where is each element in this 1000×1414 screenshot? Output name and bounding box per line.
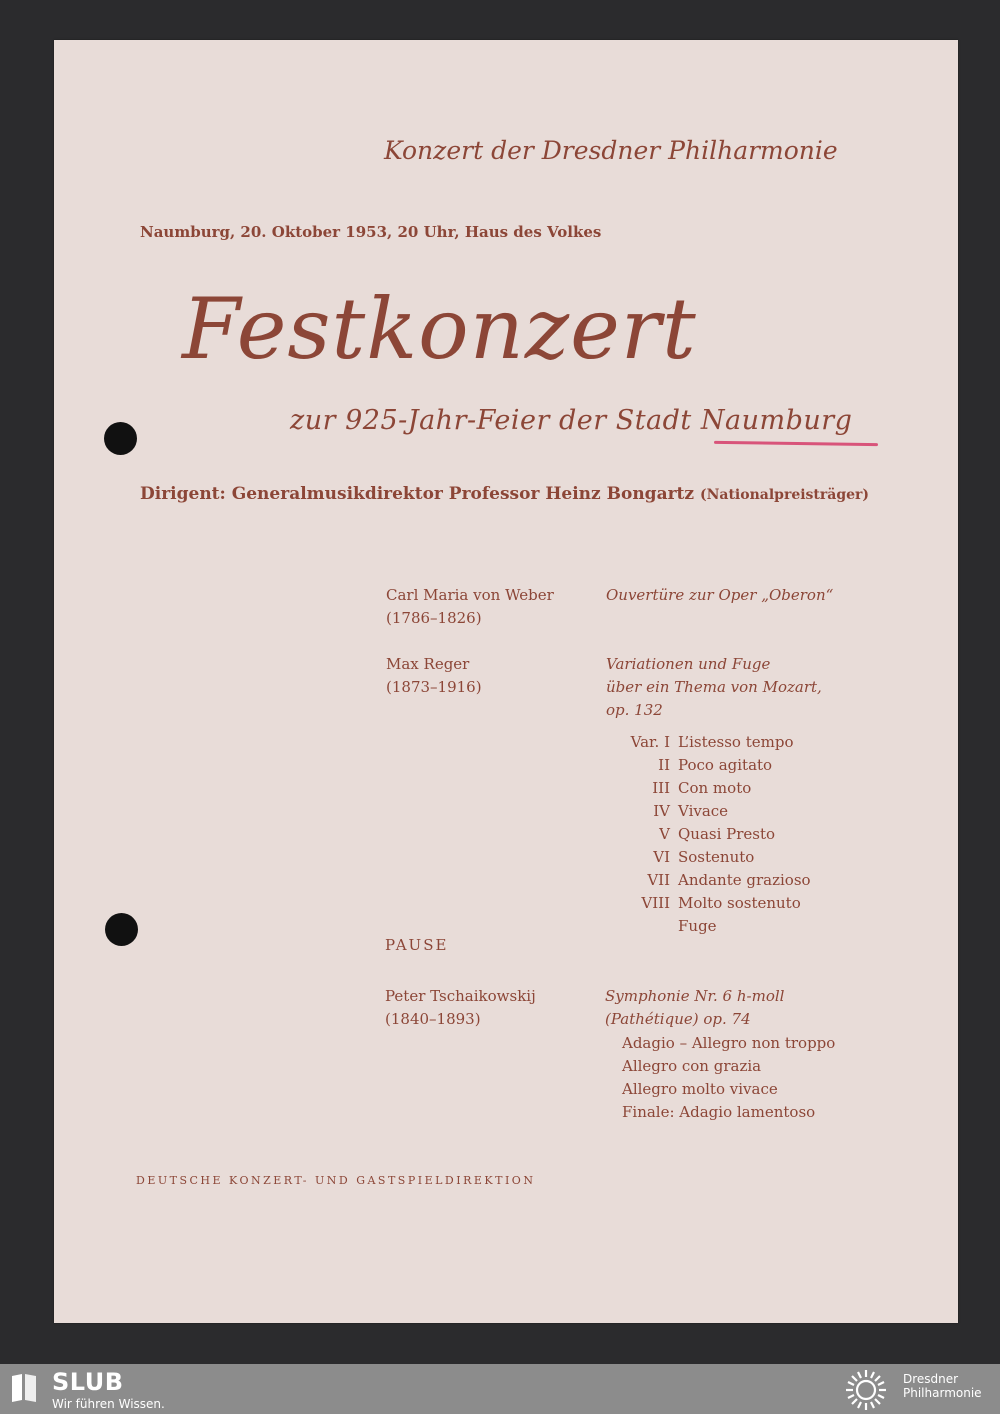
variation-number: VII bbox=[647, 871, 670, 889]
punch-hole bbox=[104, 422, 137, 455]
conductor-text: Dirigent: Generalmusikdirektor Professor Heinz Bongartz bbox=[140, 484, 695, 504]
subtitle-city: Naumburg bbox=[700, 405, 853, 436]
variation-number: II bbox=[658, 756, 670, 774]
movement: Adagio – Allegro non troppo bbox=[622, 1034, 836, 1052]
footer-banner bbox=[0, 1364, 1000, 1414]
date-line: Naumburg, 20. Oktober 1953, 20 Uhr, Haus des Volkes bbox=[140, 223, 602, 241]
variation-tempo: L’istesso tempo bbox=[678, 733, 794, 751]
publisher-footer: DEUTSCHE KONZERT- UND GASTSPIELDIREKTION bbox=[136, 1174, 536, 1187]
program-sheet bbox=[54, 40, 958, 1323]
variation-tempo: Andante grazioso bbox=[678, 871, 811, 889]
slub-logo-text[interactable]: SLUB bbox=[52, 1368, 124, 1396]
composer-weber: Carl Maria von Weber bbox=[386, 586, 554, 604]
variation-number: Var. I bbox=[630, 733, 670, 751]
work-reger-line1: Variationen und Fuge bbox=[606, 655, 771, 673]
slub-slogan: Wir führen Wissen. bbox=[52, 1397, 165, 1411]
work-tschaikowskij-line1: Symphonie Nr. 6 h-moll bbox=[605, 987, 785, 1005]
subtitle-prefix: zur 925-Jahr-Feier der Stadt bbox=[290, 405, 701, 436]
book-icon bbox=[10, 1372, 38, 1404]
variation-tempo: Sostenuto bbox=[678, 848, 755, 866]
main-headline: Festkonzert bbox=[182, 280, 697, 378]
philharmonie-logo-text[interactable] bbox=[903, 1372, 982, 1400]
variation-tempo: Poco agitato bbox=[678, 756, 773, 774]
work-reger-line3: op. 132 bbox=[606, 701, 663, 719]
variation-number: IV bbox=[653, 802, 670, 820]
variation-tempo: Vivace bbox=[678, 802, 729, 820]
years-reger: (1873–1916) bbox=[386, 678, 482, 696]
years-tschaikowskij: (1840–1893) bbox=[385, 1010, 481, 1028]
concert-series-title: Konzert der Dresdner Philharmonie bbox=[384, 136, 838, 165]
conductor-line bbox=[140, 484, 869, 504]
variation-number: VI bbox=[653, 848, 670, 866]
sunburst-icon bbox=[840, 1368, 892, 1412]
variation-number: VIII bbox=[641, 894, 670, 912]
variation-tempo: Fuge bbox=[678, 917, 717, 935]
variation-tempo: Con moto bbox=[678, 779, 752, 797]
punch-hole bbox=[105, 913, 138, 946]
conductor-note: (Nationalpreisträger) bbox=[699, 487, 870, 503]
variation-tempo: Quasi Presto bbox=[678, 825, 776, 843]
work-tschaikowskij-line2: (Pathétique) op. 74 bbox=[605, 1010, 751, 1028]
handwritten-underline bbox=[714, 441, 878, 446]
years-weber: (1786–1826) bbox=[386, 609, 482, 627]
variation-number: V bbox=[659, 825, 670, 843]
philharmonie-line1: Dresdner bbox=[903, 1372, 959, 1386]
variation-tempo: Molto sostenuto bbox=[678, 894, 801, 912]
composer-tschaikowskij: Peter Tschaikowskij bbox=[385, 987, 536, 1005]
work-reger-line2: über ein Thema von Mozart, bbox=[606, 678, 822, 696]
philharmonie-line2: Philharmonie bbox=[903, 1386, 982, 1400]
composer-reger: Max Reger bbox=[386, 655, 470, 673]
pause-label: PAUSE bbox=[385, 936, 449, 954]
movement: Allegro molto vivace bbox=[622, 1080, 778, 1098]
work-weber: Ouvertüre zur Oper „Oberon“ bbox=[606, 586, 834, 604]
subtitle bbox=[290, 405, 852, 436]
movement: Allegro con grazia bbox=[622, 1057, 762, 1075]
variation-number: III bbox=[652, 779, 670, 797]
movement: Finale: Adagio lamentoso bbox=[622, 1103, 816, 1121]
variations-list bbox=[590, 731, 890, 941]
